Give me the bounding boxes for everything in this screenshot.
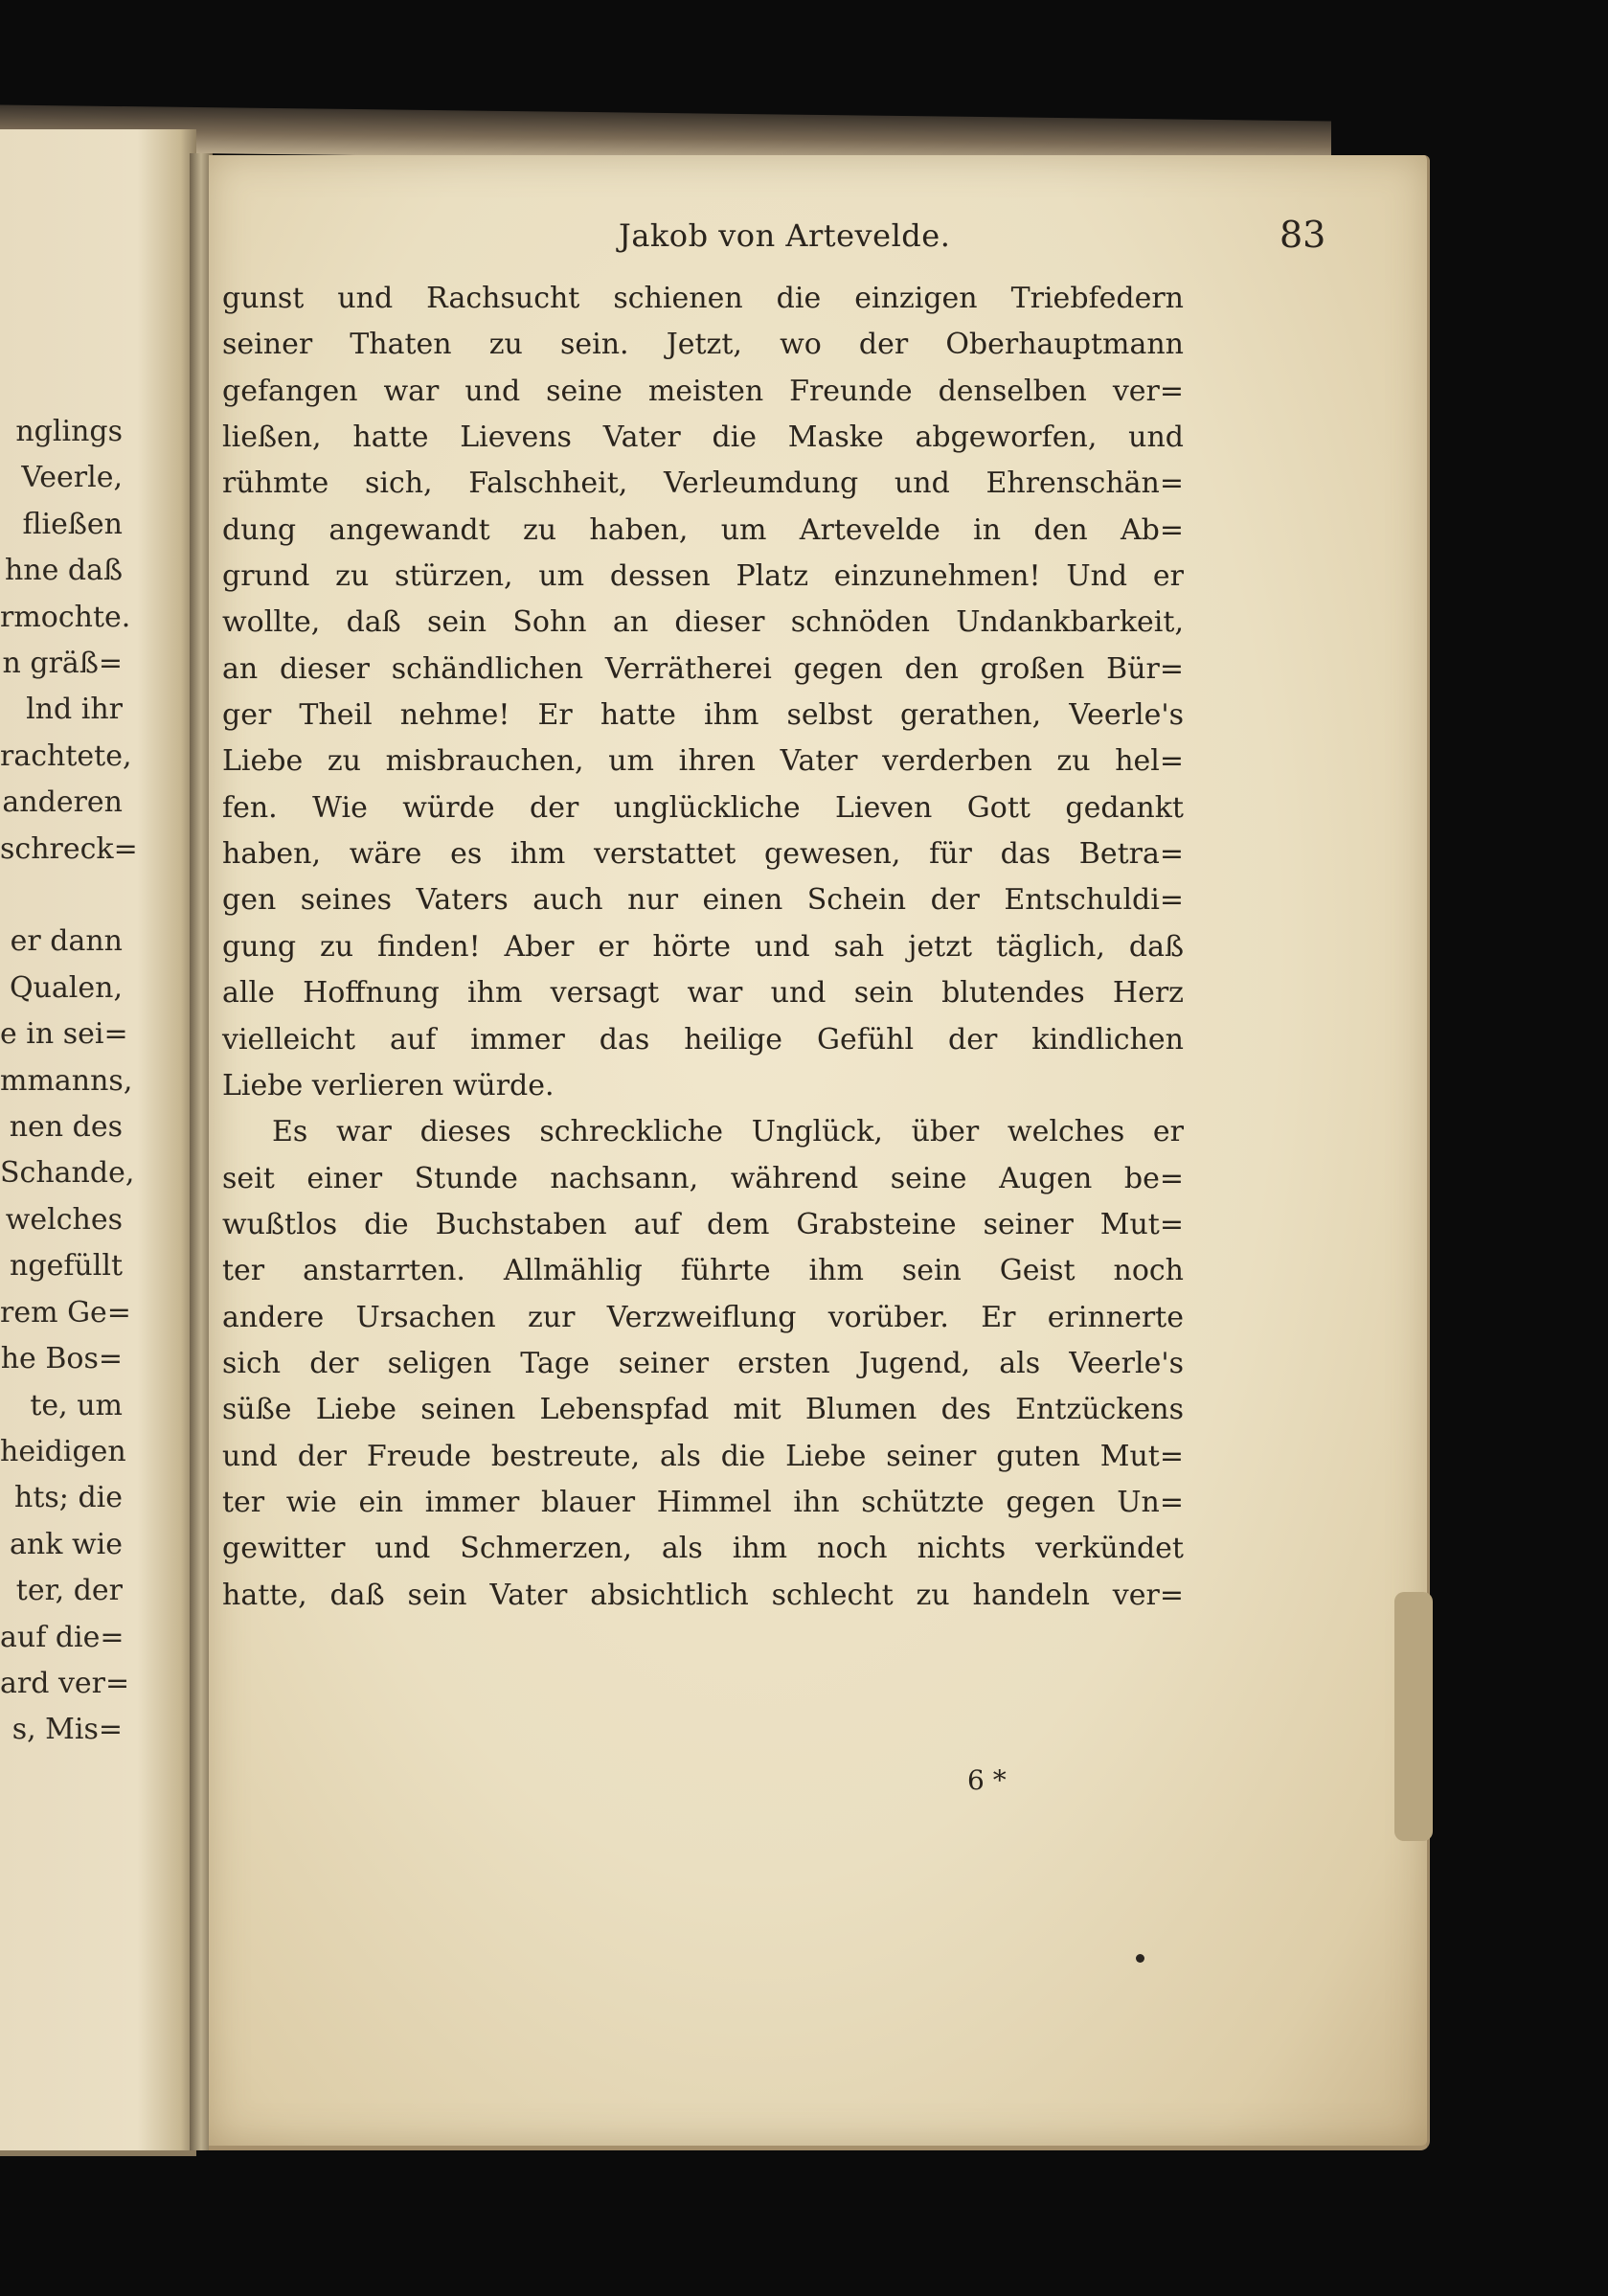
left-line: auf die= xyxy=(0,1620,125,1654)
left-line: mmanns, xyxy=(0,1063,133,1098)
left-line: e in sei= xyxy=(0,1017,128,1052)
left-line: nglings xyxy=(15,415,123,448)
text-line: ließen, hatte Lievens Vater die Maske abgeworfen, und xyxy=(222,421,1184,455)
left-line: Schande, xyxy=(0,1156,135,1191)
left-paragraph-gap xyxy=(0,873,192,919)
left-line: schreck= xyxy=(0,831,138,866)
left-line: heidigen xyxy=(0,1434,126,1468)
paragraph-last-line: Liebe verlieren würde. xyxy=(222,1068,555,1103)
text-line: seiner Thaten zu sein. Jetzt, wo der Oberhauptmann xyxy=(222,328,1184,362)
running-title: Jakob von Artevelde. xyxy=(619,217,951,254)
left-line: n gräß= xyxy=(2,647,123,681)
left-line: Qualen, xyxy=(9,970,123,1005)
left-line: ngefüllt xyxy=(10,1249,123,1284)
text-line: vielleicht auf immer das heilige Gefühl der kindlichen xyxy=(222,1022,1184,1057)
right-page xyxy=(209,155,1430,2150)
left-line: anderen xyxy=(2,785,123,820)
text-line: grund zu stürzen, um dessen Platz einzunehmen! Und er xyxy=(222,559,1184,594)
text-line: an dieser schändlichen Verrätherei gegen den großen Bür= xyxy=(222,651,1184,686)
text-line: dung angewandt zu haben, um Artevelde in den Ab= xyxy=(222,512,1184,547)
text-line: wollte, daß sein Sohn an dieser schnöden Undankbarkeit, xyxy=(222,605,1184,640)
text-line: alle Hoffnung ihm versagt war und sein blutendes Herz xyxy=(222,976,1184,1011)
left-line: hts; die xyxy=(14,1481,123,1515)
left-line: rmochte. xyxy=(0,600,131,634)
text-line: gefangen war und seine meisten Freunde denselben ver= xyxy=(222,374,1184,408)
body-text xyxy=(222,276,1184,1619)
text-line: gunst und Rachsucht schienen die einzigen Triebfedern xyxy=(222,282,1184,315)
text-line: andere Ursachen zur Verzweiflung vorüber. Er erinnerte xyxy=(222,1300,1184,1334)
paragraph-first-line: Es war dieses schreckliche Unglück, über welches er xyxy=(272,1115,1184,1149)
left-line: lnd ihr xyxy=(26,693,123,727)
left-page-text xyxy=(0,409,192,1754)
worn-edge xyxy=(1394,1592,1433,1841)
text-line: gung zu finden! Aber er hörte und sah jetzt täglich, daß xyxy=(222,929,1184,964)
text-line: fen. Wie würde der unglückliche Lieven Gott gedankt xyxy=(222,790,1184,825)
left-line: Veerle, xyxy=(21,461,123,495)
text-line: ger Theil nehme! Er hatte ihm selbst gerathen, Veerle's xyxy=(222,698,1184,733)
left-line: te, um xyxy=(30,1388,123,1422)
left-line: ank wie xyxy=(10,1527,123,1561)
signature-mark: 6 * xyxy=(967,1764,1007,1796)
left-line: welches xyxy=(5,1202,123,1237)
left-page xyxy=(0,129,196,2156)
text-line: haben, wäre es ihm verstattet gewesen, für das Betra= xyxy=(222,837,1184,872)
text-line: seit einer Stunde nachsann, während seine Augen be= xyxy=(222,1161,1184,1195)
left-line: rem Ge= xyxy=(0,1295,131,1330)
text-line: ter wie ein immer blauer Himmel ihn schützte gegen Un= xyxy=(222,1485,1184,1519)
left-line: he Bos= xyxy=(0,1342,123,1376)
text-line: hatte, daß sein Vater absichtlich schlecht zu handeln ver= xyxy=(222,1578,1184,1612)
text-line: wußtlos die Buchstaben auf dem Grabsteine seiner Mut= xyxy=(222,1207,1184,1241)
text-line: und der Freude bestreute, als die Liebe seiner guten Mut= xyxy=(222,1439,1184,1473)
left-line: hne daß xyxy=(4,554,123,588)
text-line: süße Liebe seinen Lebenspfad mit Blumen des Entzückens xyxy=(222,1393,1184,1427)
left-line: nen des xyxy=(9,1110,123,1145)
left-line: rachtete, xyxy=(0,739,132,773)
text-line: ter anstarrten. Allmählig führte ihm sein Geist noch xyxy=(222,1254,1184,1288)
text-line: gen seines Vaters auch nur einen Schein der Entschuldi= xyxy=(222,883,1184,918)
text-line: rühmte sich, Falschheit, Verleumdung und Ehrenschän= xyxy=(222,466,1184,501)
page-number: 83 xyxy=(1280,214,1326,256)
left-line: ter, der xyxy=(15,1574,123,1608)
ink-spot xyxy=(1136,1954,1144,1963)
left-line: fließen xyxy=(22,507,123,541)
text-line: sich der seligen Tage seiner ersten Jugend, als Veerle's xyxy=(222,1346,1184,1380)
page-header xyxy=(209,214,1326,256)
left-line: s, Mis= xyxy=(11,1713,123,1747)
left-line: ard ver= xyxy=(0,1666,130,1700)
text-line: Liebe zu misbrauchen, um ihren Vater verderben zu hel= xyxy=(222,744,1184,779)
text-line: gewitter und Schmerzen, als ihm noch nichts verkündet xyxy=(222,1532,1184,1566)
left-line: er dann xyxy=(10,924,123,959)
